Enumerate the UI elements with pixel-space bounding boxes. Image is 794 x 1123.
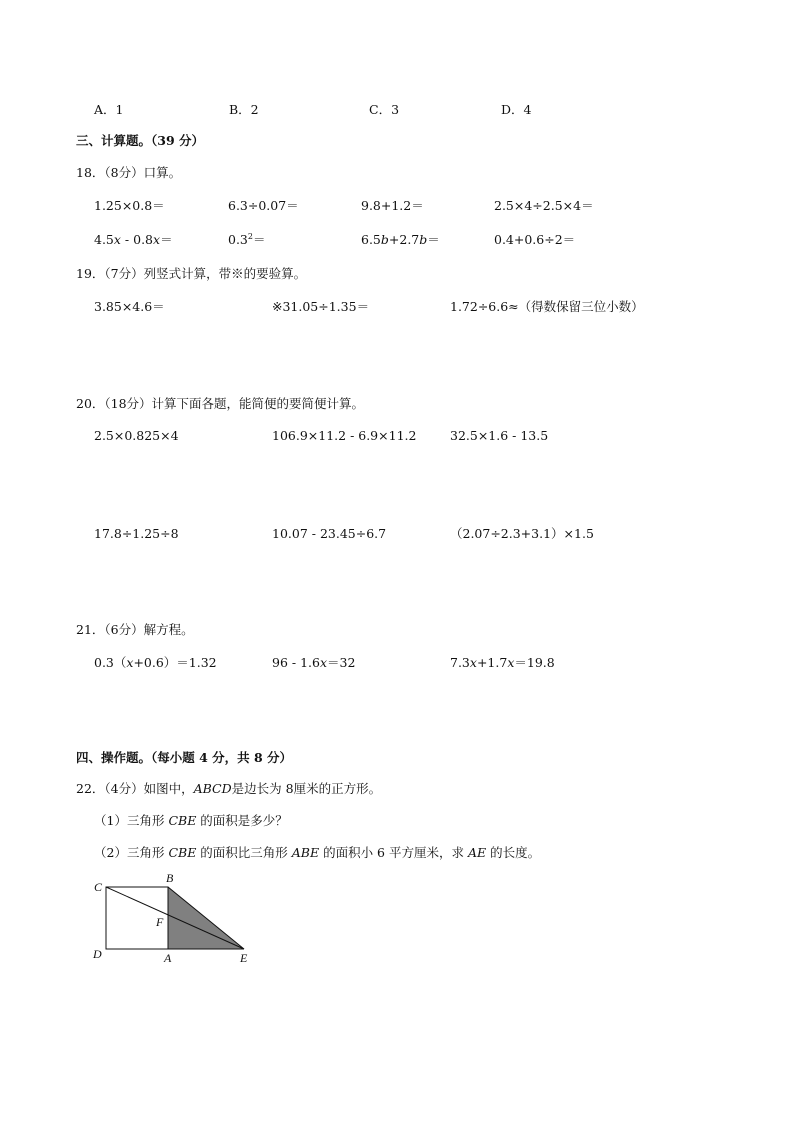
label-f: F [156, 915, 164, 929]
section4-title: 四、操作题。（每小题 4 分，共 8 分） [76, 750, 293, 765]
q18-item: 1.25×0.8＝ [94, 198, 165, 213]
label-b: B [166, 872, 174, 885]
label-a: A [164, 951, 172, 965]
option-a: A．1 [94, 102, 124, 117]
q20-title: 20．（18分）计算下面各题，能简便的要简便计算。 [76, 396, 365, 411]
q19-item: 3.85×4.6＝ [94, 299, 165, 314]
option-d: D．4 [501, 102, 532, 117]
label-e: E [240, 951, 248, 965]
q19-item: 1.72÷6.6≈（得数保留三位小数） [450, 299, 644, 314]
q22-part1: （1）三角形 CBE 的面积是多少？ [94, 813, 288, 828]
q21-item: 0.3（x+0.6）＝1.32 [94, 655, 217, 670]
q18-item: 6.3÷0.07＝ [228, 198, 299, 213]
q18-item: $0.3^2=$ [228, 231, 266, 247]
q19-item: ※31.05÷1.35＝ [272, 299, 370, 314]
label-d: D [93, 947, 102, 961]
q21-item: 7.3x+1.7x＝19.8 [450, 655, 555, 670]
q20-item: 32.5×1.6 - 13.5 [450, 428, 549, 443]
q18-item: 2.5×4÷2.5×4＝ [494, 198, 594, 213]
q18-item: 0.4+0.6÷2＝ [494, 232, 576, 247]
q18-title: 18．（8分）口算。 [76, 165, 182, 180]
q18-item: 9.8+1.2＝ [361, 198, 424, 213]
q20-item: 10.07 - 23.45÷6.7 [272, 526, 387, 541]
option-b: B．2 [229, 102, 259, 117]
q20-item: （2.07÷2.3+3.1）×1.5 [450, 526, 594, 541]
q21-title: 21．（6分）解方程。 [76, 622, 194, 637]
q20-item: 2.5×0.825×4 [94, 428, 179, 443]
q20-item: 17.8÷1.25÷8 [94, 526, 179, 541]
q18-item: 4.5x - 0.8x＝ [94, 232, 173, 247]
geometry-figure [88, 872, 258, 967]
option-c: C．3 [369, 102, 400, 117]
q22-part2: （2）三角形 CBE 的面积比三角形 ABE 的面积小 6 平方厘米，求 AE 的长度。 [94, 845, 541, 860]
q22-title: 22．（4分）如图中，ABCD是边长为 8厘米的正方形。 [76, 781, 382, 796]
q18-item: 6.5b+2.7b＝ [361, 232, 440, 247]
q20-item: 106.9×11.2 - 6.9×11.2 [272, 428, 417, 443]
q21-item: 96 - 1.6x＝32 [272, 655, 356, 670]
q19-title: 19．（7分）列竖式计算，带※的要验算。 [76, 266, 307, 281]
label-c: C [94, 880, 103, 894]
section3-title: 三、计算题。（39 分） [76, 133, 204, 148]
